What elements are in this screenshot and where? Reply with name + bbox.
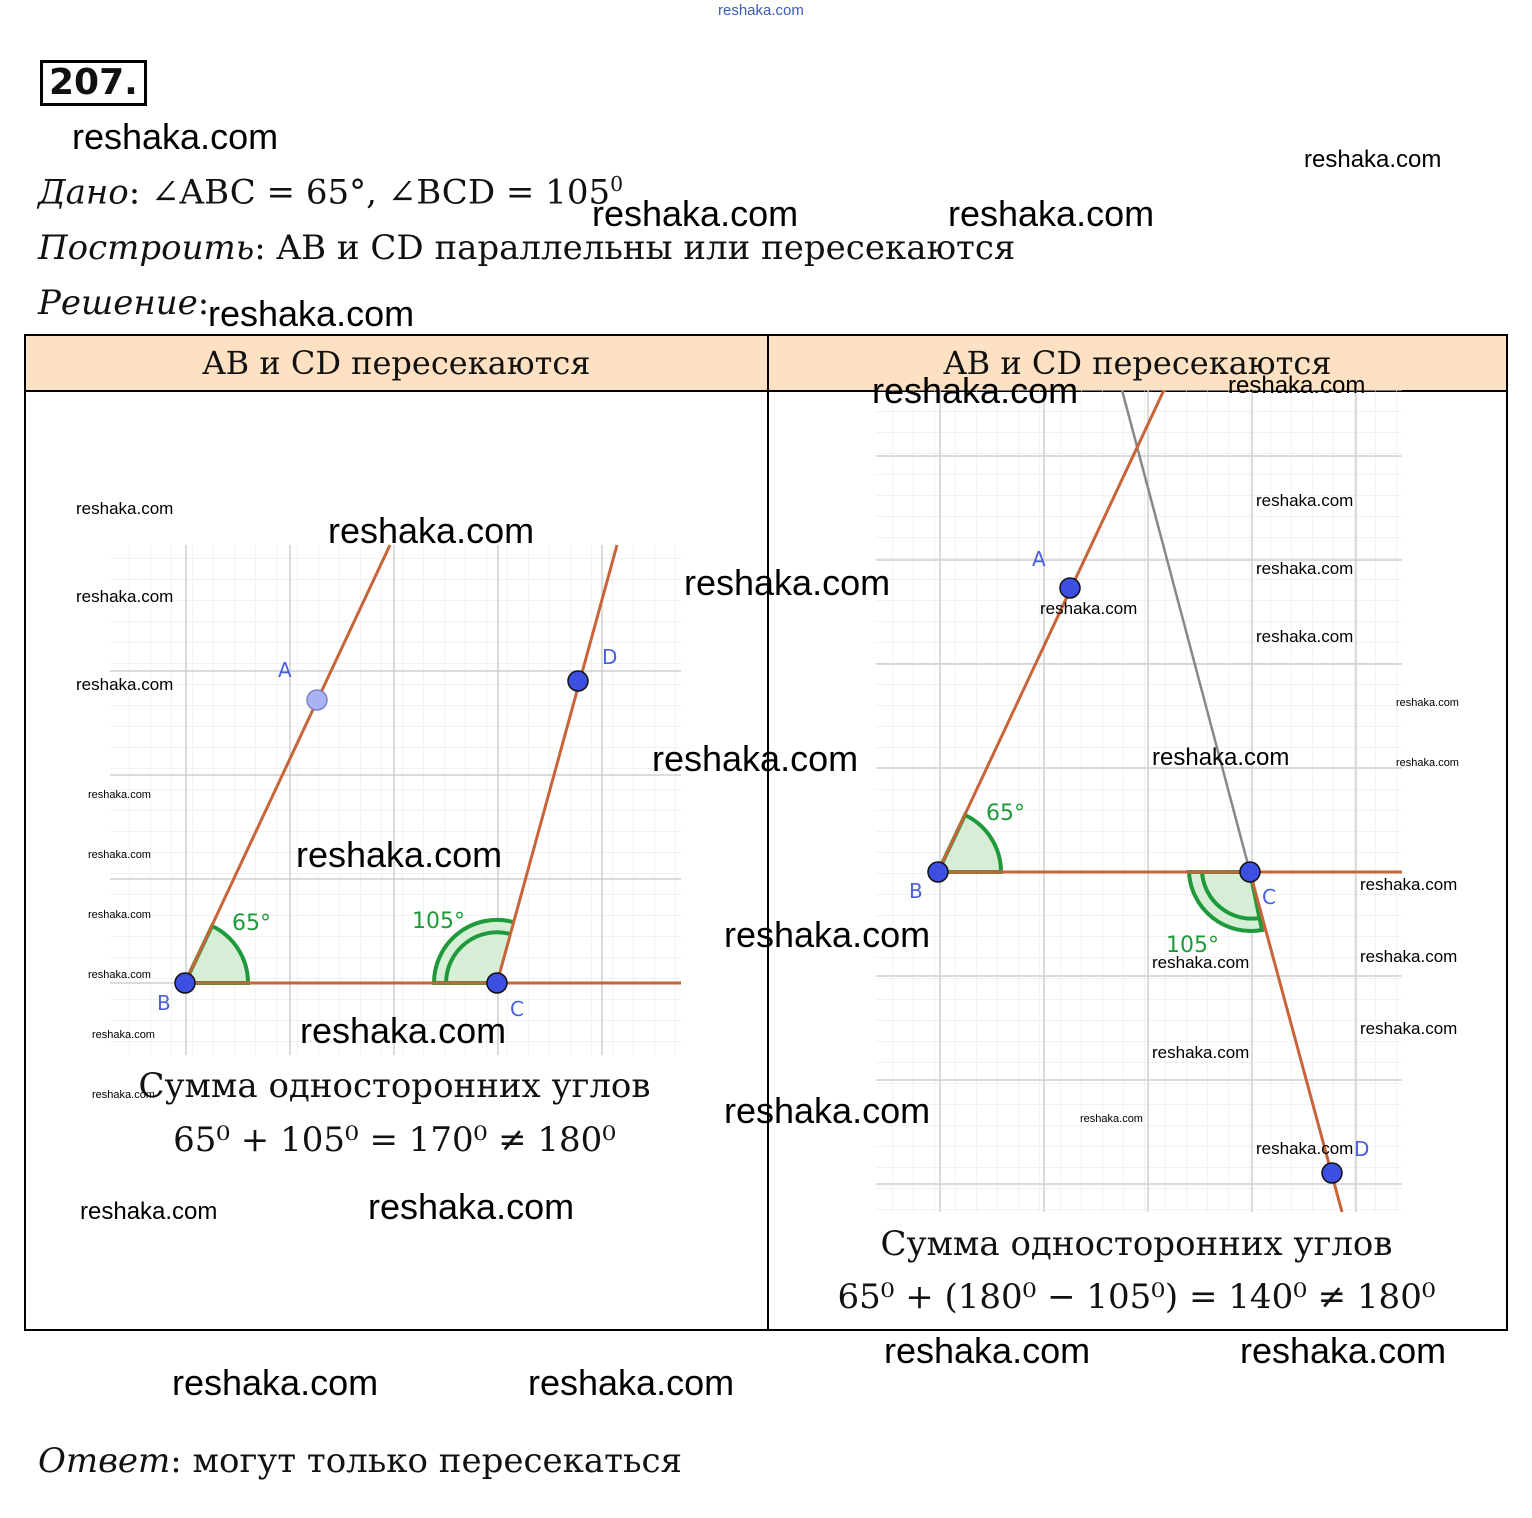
watermark: reshaka.com [948, 193, 1155, 234]
solution-text: : [197, 283, 210, 323]
solution-line [38, 283, 209, 323]
column-header-right: AB и CD пересекаются [768, 335, 1507, 391]
watermark: reshaka.com [1228, 372, 1366, 399]
watermark: reshaka.com [328, 510, 535, 551]
watermark: reshaka.com [92, 1089, 155, 1101]
watermark: reshaka.com [884, 1330, 1091, 1371]
watermark: reshaka.com [172, 1362, 379, 1403]
caption-left: Сумма односторонних углов [138, 1066, 651, 1106]
label-c-left: C [510, 997, 524, 1021]
label-d-left: D [602, 645, 618, 669]
label-d-right: D [1354, 1137, 1370, 1161]
construct-line [38, 228, 1015, 268]
construct-label: Построить [38, 228, 255, 268]
watermark: reshaka.com [592, 193, 799, 234]
watermark: reshaka.com [1152, 744, 1290, 771]
construct-text: : AB и CD параллельны или пересекаются [254, 228, 1016, 268]
watermark: reshaka.com [80, 1198, 218, 1225]
grid-right [876, 390, 1402, 1212]
answer-line [38, 1441, 682, 1481]
given-label: Дано [38, 172, 129, 213]
watermark: reshaka.com [88, 969, 151, 981]
watermark: reshaka.com [1360, 947, 1458, 966]
angle-label-bcd-left: 105° [412, 909, 465, 934]
point-d-right [1322, 1163, 1342, 1183]
watermark: reshaka.com [88, 909, 151, 921]
angle-label-abc-left: 65° [232, 911, 271, 936]
label-a-right: A [1032, 547, 1046, 571]
watermark: reshaka.com [1360, 1019, 1458, 1038]
watermark: reshaka.com [1360, 875, 1458, 894]
point-c-right [1240, 862, 1260, 882]
watermark: reshaka.com [724, 914, 931, 955]
watermark: reshaka.com [528, 1362, 735, 1403]
angle-label-abc-right: 65° [986, 801, 1025, 826]
angle-label-bcd-right: 105° [1166, 933, 1219, 958]
point-d-left [568, 671, 588, 691]
watermark: reshaka.com [1152, 953, 1250, 972]
watermark: reshaka.com [88, 789, 151, 801]
watermark: reshaka.com [76, 675, 174, 694]
caption-right: Сумма односторонних углов [880, 1224, 1393, 1264]
answer-label: Ответ [38, 1441, 171, 1481]
given-line [38, 172, 623, 212]
watermark: reshaka.com [92, 1029, 155, 1041]
watermark: reshaka.com [72, 116, 279, 157]
answer-text: : могут только пересекаться [170, 1441, 682, 1481]
watermark: reshaka.com [1080, 1113, 1143, 1125]
watermark: reshaka.com [1396, 697, 1459, 709]
problem-number: 207. [40, 60, 147, 106]
watermark: reshaka.com [296, 834, 503, 875]
given-text: : ∠ABC = 65°, ∠BCD = 105 [128, 172, 611, 213]
watermark: reshaka.com [1256, 627, 1354, 646]
watermark: reshaka.com [1256, 491, 1354, 510]
equation-left: 65⁰ + 105⁰ = 170⁰ ≠ 180⁰ [173, 1120, 616, 1160]
point-a-right [1060, 578, 1080, 598]
watermark: reshaka.com [1240, 1330, 1447, 1371]
watermark: reshaka.com [208, 293, 415, 334]
watermark: reshaka.com [724, 1090, 931, 1131]
equation-right: 65⁰ + (180⁰ − 105⁰) = 140⁰ ≠ 180⁰ [837, 1277, 1436, 1317]
watermark: reshaka.com [368, 1186, 575, 1227]
watermark: reshaka.com [88, 849, 151, 861]
watermark: reshaka.com [300, 1010, 507, 1051]
watermark: reshaka.com [1304, 146, 1442, 173]
watermark: reshaka.com [1256, 559, 1354, 578]
point-a-left [307, 690, 327, 710]
watermark: reshaka.com [76, 587, 174, 606]
watermark: reshaka.com [872, 370, 1079, 411]
label-b-right: B [909, 879, 923, 903]
label-c-right: C [1262, 885, 1276, 909]
label-b-left: B [157, 991, 171, 1015]
watermark: reshaka.com [684, 562, 891, 603]
label-a-left: A [278, 658, 292, 682]
watermark: reshaka.com [1040, 599, 1138, 618]
point-b-left [175, 973, 195, 993]
diagram-left [24, 390, 765, 1070]
watermark: reshaka.com [652, 738, 859, 779]
point-b-right [928, 862, 948, 882]
solution-label: Решение [38, 283, 198, 323]
watermark: reshaka.com [1152, 1043, 1250, 1062]
top-watermark: reshaka.com [718, 2, 804, 19]
watermark: reshaka.com [1396, 757, 1459, 769]
watermark: reshaka.com [76, 499, 174, 518]
column-header-left: AB и CD пересекаются [25, 335, 768, 391]
watermark: reshaka.com [1256, 1139, 1354, 1158]
given-sup: 0 [610, 172, 624, 196]
point-c-left [487, 973, 507, 993]
